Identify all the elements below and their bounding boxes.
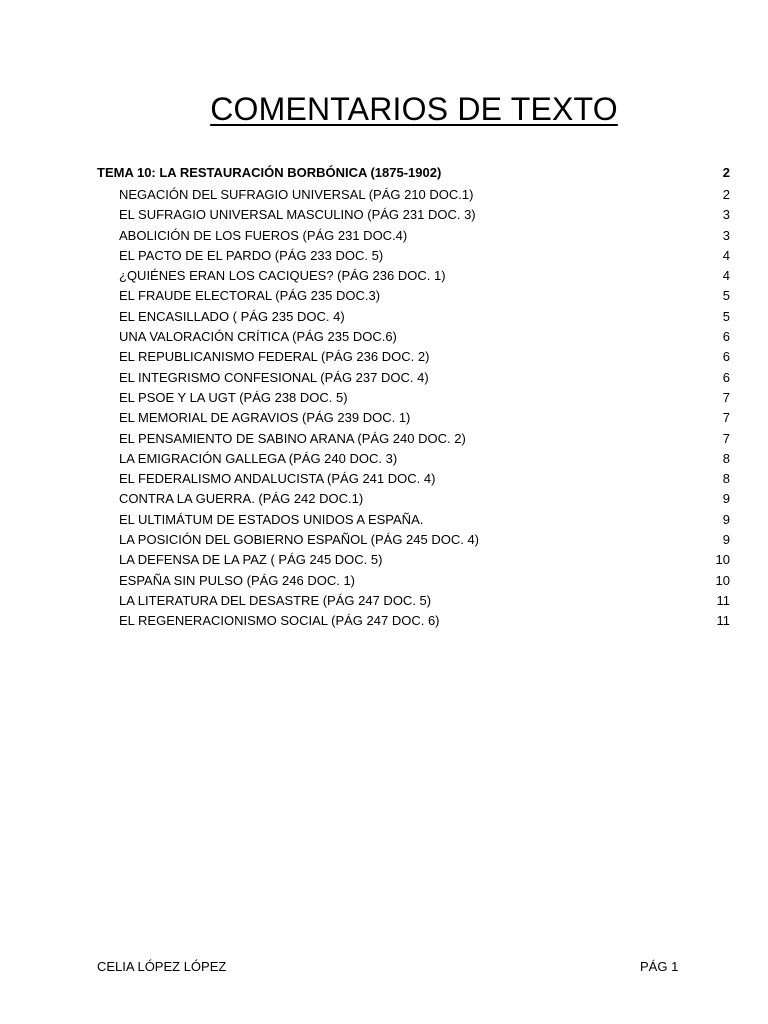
toc-entry-page: 10	[715, 572, 730, 588]
toc-entry[interactable]	[97, 550, 730, 570]
toc-entry-page: 7	[722, 410, 730, 426]
toc-entry[interactable]	[97, 591, 730, 611]
toc-entry-page: 11	[716, 592, 730, 608]
toc-entry[interactable]	[97, 469, 730, 489]
toc-entry-page: 8	[722, 450, 730, 466]
toc-entry-text: CONTRA LA GUERRA. (PÁG 242 DOC.1)	[119, 491, 364, 507]
footer-page-number: PÁG 1	[640, 959, 679, 974]
toc-entry-page: 11	[716, 613, 730, 629]
toc-entry-page: 4	[722, 268, 730, 284]
toc-heading-text: TEMA 10: LA RESTAURACIÓN BORBÓNICA (1875-1902)	[97, 165, 442, 180]
toc-entry-text: ABOLICIÓN DE LOS FUEROS (PÁG 231 DOC.4)	[119, 227, 408, 243]
toc-entry-text: EL FEDERALISMO ANDALUCISTA (PÁG 241 DOC. 4)	[119, 471, 436, 487]
toc-entry[interactable]	[97, 368, 730, 388]
toc-entry-page: 9	[722, 532, 730, 548]
toc-heading[interactable]	[97, 163, 730, 185]
toc-entry[interactable]	[97, 307, 730, 327]
toc-entry[interactable]	[97, 510, 730, 530]
footer-author: CELIA LÓPEZ LÓPEZ	[97, 959, 227, 974]
toc-heading-page: 2	[722, 165, 730, 180]
toc-entry-page: 5	[722, 288, 730, 304]
table-of-contents	[97, 163, 730, 632]
toc-entry-page: 6	[722, 329, 730, 345]
toc-entry-page: 3	[722, 207, 730, 223]
toc-entry-text: LA EMIGRACIÓN GALLEGA (PÁG 240 DOC. 3)	[119, 450, 398, 466]
toc-entry[interactable]	[97, 571, 730, 591]
toc-entry-page: 9	[722, 511, 730, 527]
toc-entry-page: 5	[722, 308, 730, 324]
toc-entry-page: 10	[715, 552, 730, 568]
toc-entry-page: 8	[722, 471, 730, 487]
toc-entry[interactable]	[97, 530, 730, 550]
toc-entry-page: 6	[722, 369, 730, 385]
toc-entries	[97, 185, 730, 632]
toc-entry-text: EL ENCASILLADO ( PÁG 235 DOC. 4)	[119, 308, 345, 324]
toc-entry[interactable]	[97, 611, 730, 631]
toc-entry-text: EL REGENERACIONISMO SOCIAL (PÁG 247 DOC. 6)	[119, 613, 440, 629]
toc-entry-text: EL PSOE Y LA UGT (PÁG 238 DOC. 5)	[119, 389, 348, 405]
toc-entry-text: EL SUFRAGIO UNIVERSAL MASCULINO (PÁG 231 DOC. 3)	[119, 207, 476, 223]
toc-entry-text: EL PENSAMIENTO DE SABINO ARANA (PÁG 240 DOC. 2)	[119, 430, 466, 446]
toc-entry-text: EL FRAUDE ELECTORAL (PÁG 235 DOC.3)	[119, 288, 381, 304]
toc-entry-text: EL REPUBLICANISMO FEDERAL (PÁG 236 DOC. 2)	[119, 349, 430, 365]
document-title: COMENTARIOS DE TEXTO	[210, 91, 618, 127]
toc-entry[interactable]	[97, 388, 730, 408]
toc-entry-page: 2	[722, 187, 730, 202]
toc-entry[interactable]	[97, 489, 730, 509]
toc-entry[interactable]	[97, 347, 730, 367]
toc-entry[interactable]	[97, 286, 730, 306]
toc-entry-page: 6	[722, 349, 730, 365]
toc-entry-text: EL INTEGRISMO CONFESIONAL (PÁG 237 DOC. 4)	[119, 369, 429, 385]
toc-entry[interactable]	[97, 449, 730, 469]
toc-entry[interactable]	[97, 205, 730, 225]
toc-entry-text: EL MEMORIAL DE AGRAVIOS (PÁG 239 DOC. 1)	[119, 410, 411, 426]
toc-entry-text: ¿QUIÉNES ERAN LOS CACIQUES? (PÁG 236 DOC. 1)	[119, 268, 446, 284]
toc-entry[interactable]	[97, 246, 730, 266]
toc-entry-text: LA DEFENSA DE LA PAZ ( PÁG 245 DOC. 5)	[119, 552, 383, 568]
toc-entry[interactable]	[97, 185, 730, 205]
toc-entry-text: EL ULTIMÁTUM DE ESTADOS UNIDOS A ESPAÑA.	[119, 511, 424, 527]
toc-entry[interactable]	[97, 266, 730, 286]
toc-entry[interactable]	[97, 327, 730, 347]
toc-entry[interactable]	[97, 429, 730, 449]
toc-entry-text: UNA VALORACIÓN CRÍTICA (PÁG 235 DOC.6)	[119, 329, 397, 345]
toc-entry-text: ESPAÑA SIN PULSO (PÁG 246 DOC. 1)	[119, 572, 356, 588]
toc-entry-page: 9	[722, 491, 730, 507]
toc-entry-text: EL PACTO DE EL PARDO (PÁG 233 DOC. 5)	[119, 247, 384, 263]
toc-entry-page: 3	[722, 227, 730, 243]
toc-entry-page: 7	[722, 389, 730, 405]
toc-entry-text: NEGACIÓN DEL SUFRAGIO UNIVERSAL (PÁG 210 DOC.1)	[119, 187, 474, 202]
toc-entry-text: LA POSICIÓN DEL GOBIERNO ESPAÑOL (PÁG 245 DOC. 4)	[119, 532, 480, 548]
toc-entry[interactable]	[97, 226, 730, 246]
toc-entry-text: LA LITERATURA DEL DESASTRE (PÁG 247 DOC. 5)	[119, 592, 432, 608]
toc-entry-page: 4	[722, 247, 730, 263]
toc-entry[interactable]	[97, 408, 730, 428]
toc-entry-page: 7	[722, 430, 730, 446]
